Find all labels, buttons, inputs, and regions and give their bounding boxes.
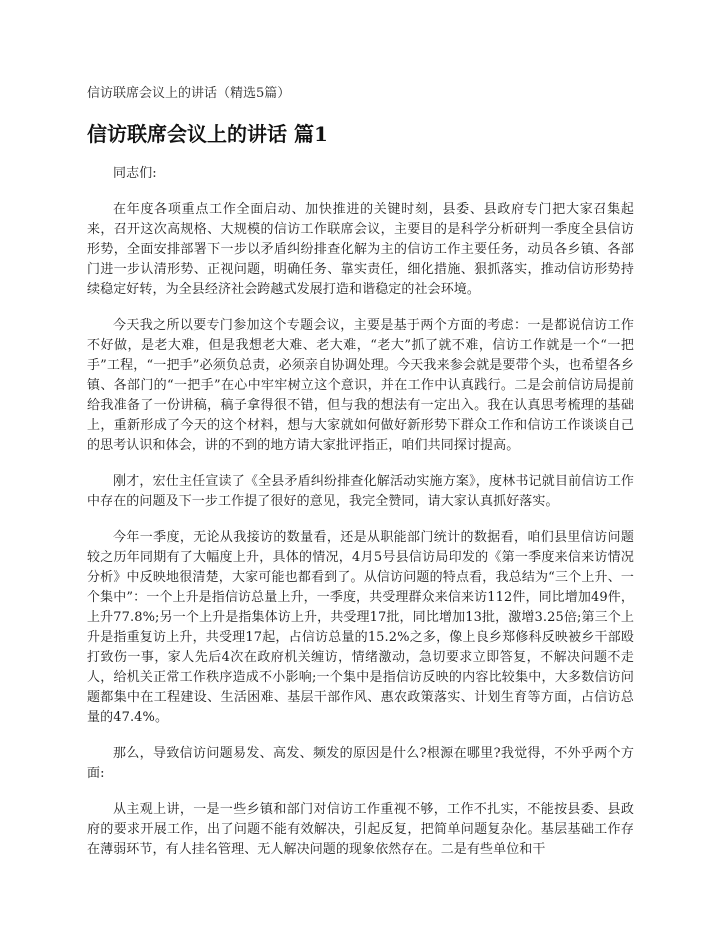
body-paragraph: 从主观上讲，一是一些乡镇和部门对信访工作重视不够，工作不扎实，不能按县委、县政府的要求开展工作，出了问题不能有效解决，引起反复，把简单问题复杂化。基层基础工作存在薄弱环节，有人挂名管理、无人解决问题的现象依然存在。二是有些单位和干 <box>87 802 634 857</box>
body-paragraph: 今年一季度，无论从我接访的数量看，还是从职能部门统计的数据看，咱们县里信访问题较之历年同期有了大幅度上升，具体的情况，4月5号县信访局印发的《第一季度来信来访情况分析》中反映地很清楚，大家可能也都看到了。从信访问题的特点看，我总结为“三个上升、一个集中”：一个上升是指信访总量上升，一季度，共受理群众来信来访112件，同比增加49件，上升77.8%;另一个上升是指集体访上升，共受理17批，同比增加13批，激增3.25倍;第三个上升是指重复访上升，共受理17起，占信访总量的15.2%之多，像上良乡郑修科反映被乡干部殴打致伤一事，家人先后4次在政府机关缠访，情绪激动，急切要求立即答复，不解决问题不走人，给机关正常工作秩序造成不小影响;一个集中是指信访反映的内容比较集中，大多数信访问题都集中在工程建设、生活困难、基层干部作风、惠农政策落实、计划生育等方面，占信访总量的47.4%。 <box>87 530 634 725</box>
document-heading: 信访联席会议上的讲话 篇1 <box>87 122 328 146</box>
body-paragraph: 今天我之所以要专门参加这个专题会议，主要是基于两个方面的考虑：一是都说信访工作不好做，是老大难，但是我想老大难、老大难，“老大”抓了就不难，信访工作就是一个“一把手”工程，“一把手”必须负总责，必须亲自协调处理。今天我来参会就是要带个头，也希望各乡镇、各部门的“一把手”在心中牢牢树立这个意识，并在工作中认真践行。二是会前信访局提前给我准备了一份讲稿，稿子拿得很不错，但与我的想法有一定出入。我在认真思考梳理的基础上，重新形成了今天的这个材料，想与大家就如何做好新形势下群众工作和信访工作谈谈自己的思考认识和体会，讲的不到的地方请大家批评指正，咱们共同探讨提高。 <box>87 318 634 453</box>
body-paragraph: 刚才，宏仕主任宣读了《全县矛盾纠纷排查化解活动实施方案》，度林书记就目前信访工作中存在的问题及下一步工作提了很好的意见，我完全赞同，请大家认真抓好落实。 <box>87 474 634 509</box>
body-paragraph: 那么，导致信访问题易发、高发、频发的原因是什么?根源在哪里?我觉得，不外乎两个方面: <box>87 746 634 781</box>
document-subtitle: 信访联席会议上的讲话（精选5篇） <box>87 86 291 101</box>
salutation-paragraph: 同志们: <box>113 166 157 181</box>
body-paragraph: 在年度各项重点工作全面启动、加快推进的关键时刻，县委、县政府专门把大家召集起来，召开这次高规格、大规模的信访工作联席会议，主要目的是科学分析研判一季度全县信访形势，全面安排部署下一步以矛盾纠纷排查化解为主的信访工作主要任务，动员各乡镇、各部门进一步认清形势、正视问题，明确任务、靠实责任，细化措施、狠抓落实，推动信访形势持续稳定好转，为全县经济社会跨越式发展打造和谐稳定的社会环境。 <box>87 202 634 297</box>
